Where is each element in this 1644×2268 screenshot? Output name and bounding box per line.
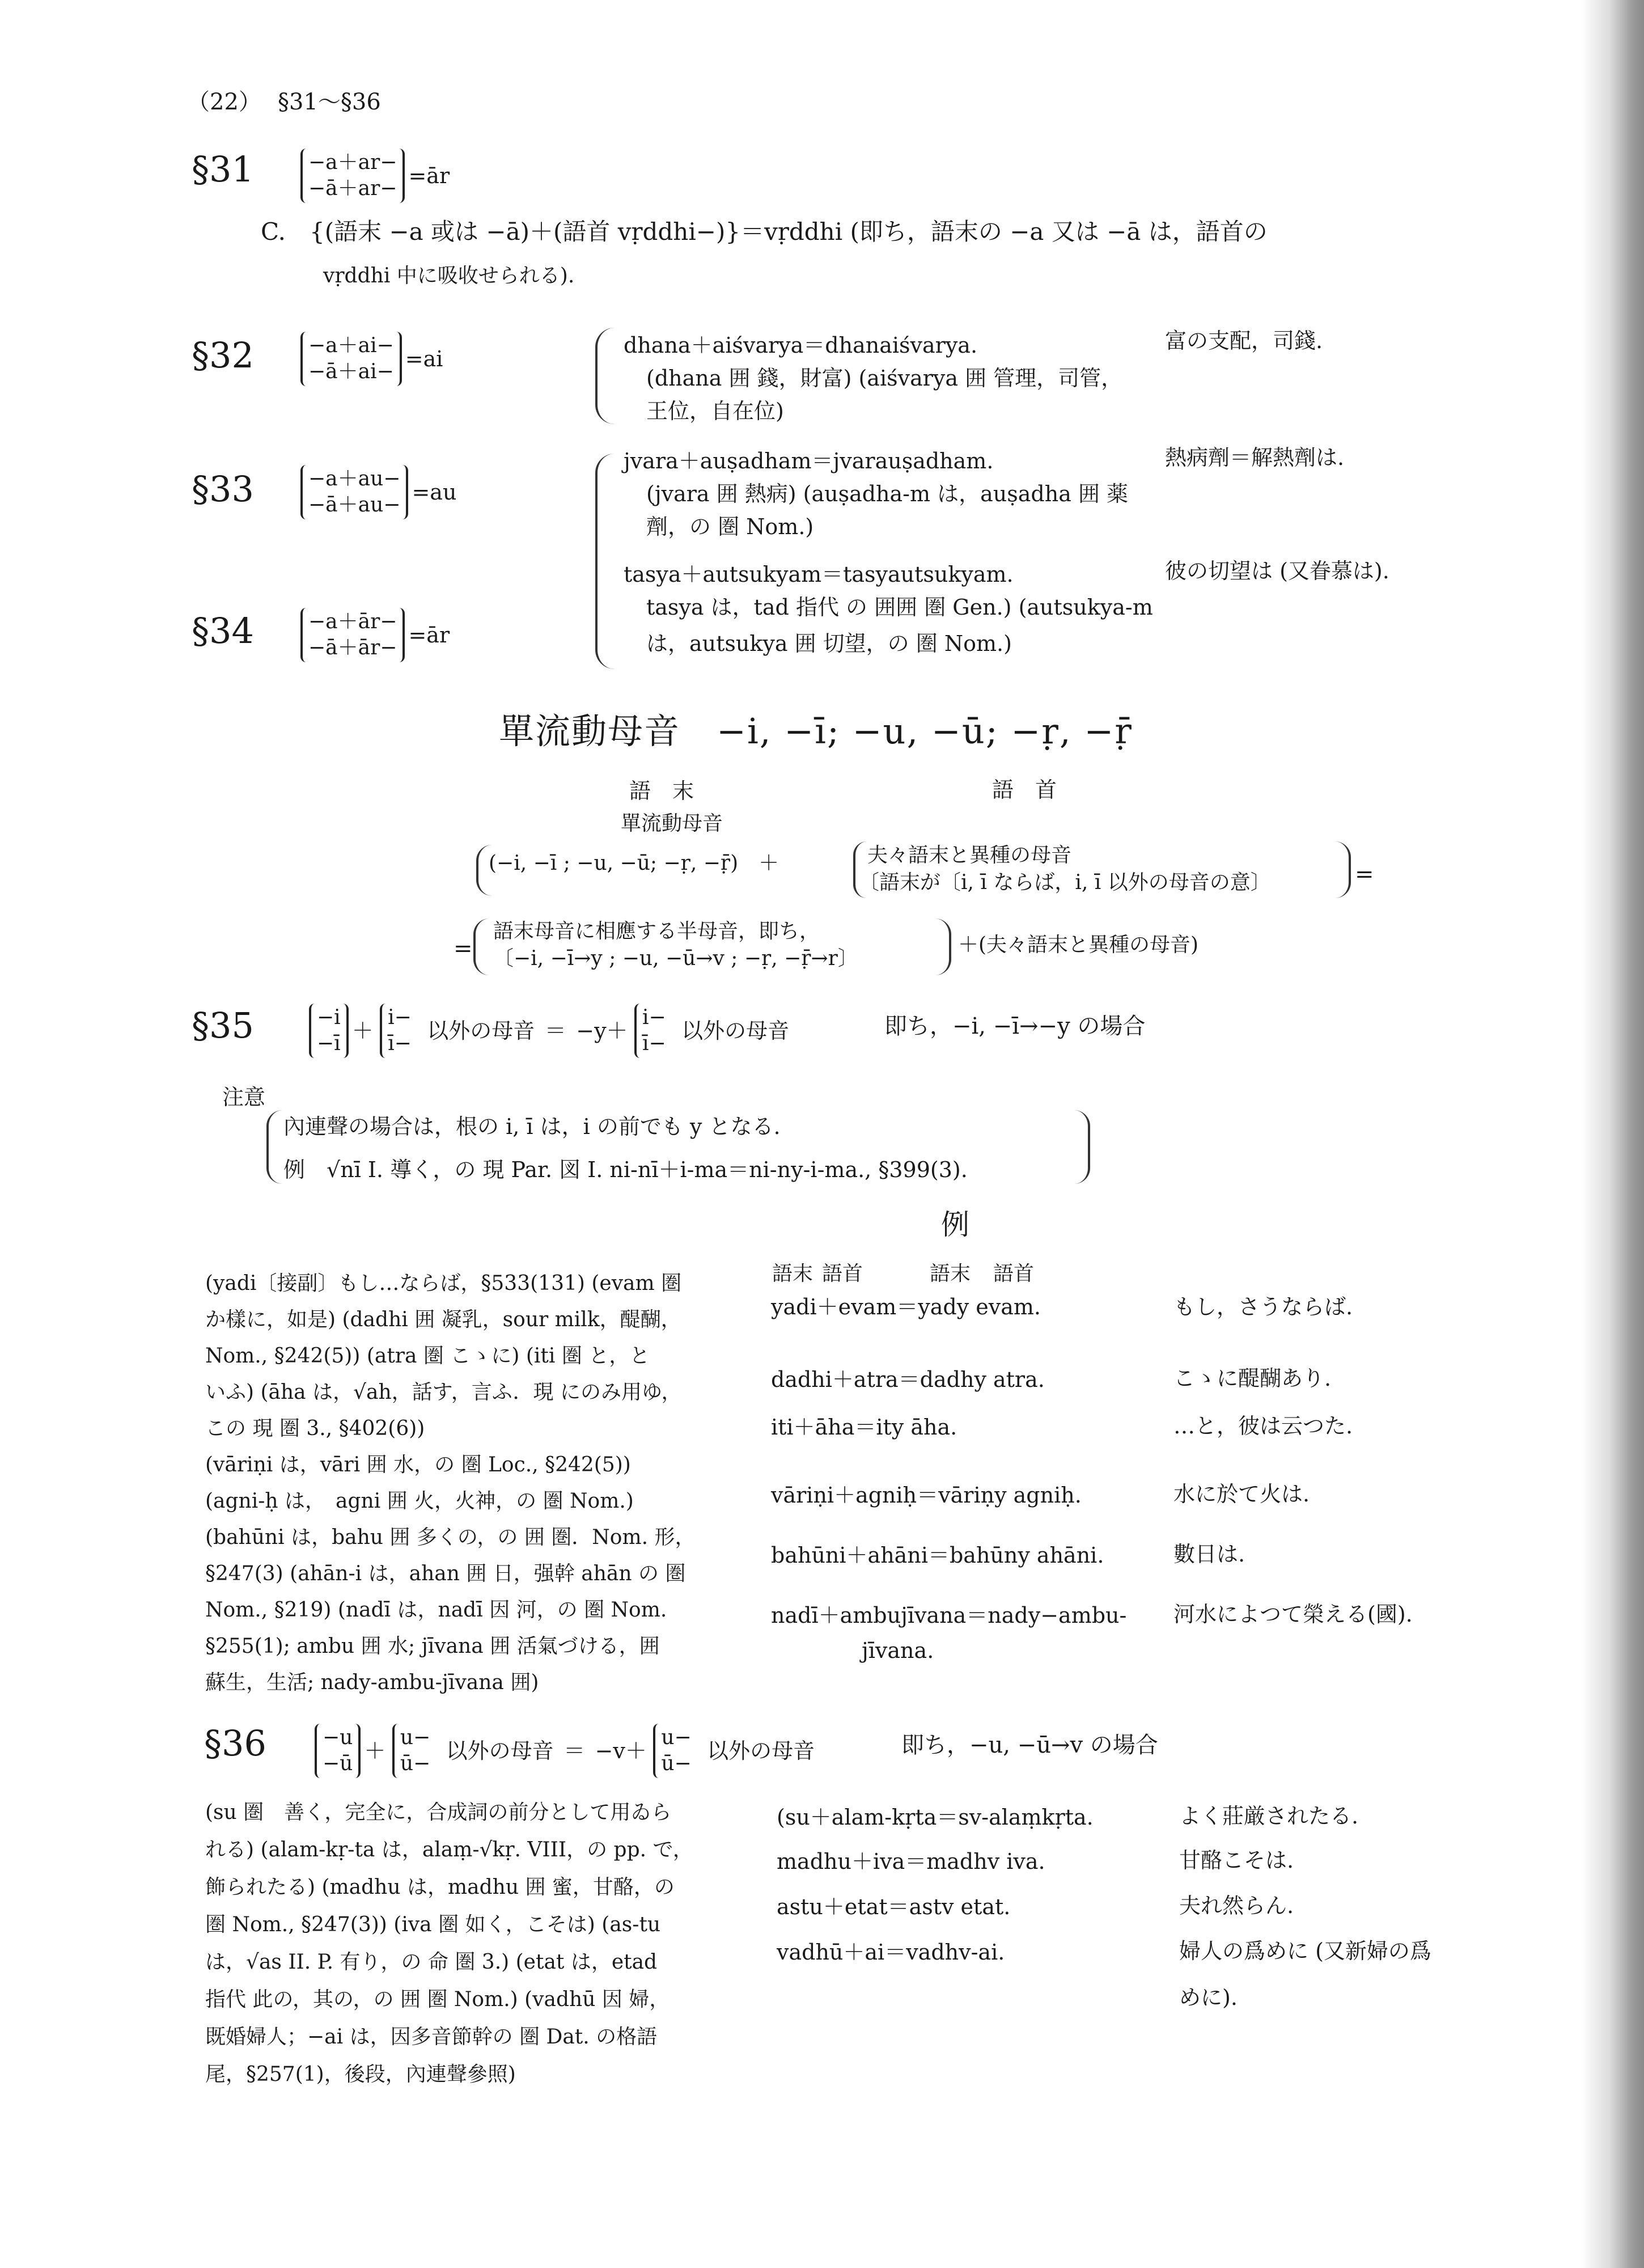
rule-rhs-prefix: −y＋: [576, 1018, 628, 1043]
bracket: [1335, 841, 1351, 898]
note-line: 既婚婦人；−ai は，因多音節幹の 圏 Dat. の格語: [205, 2025, 658, 2049]
rule-other-vowel: 以外の母音: [681, 1018, 790, 1043]
section-range: §31〜§36: [278, 89, 381, 115]
note-line: (yadi〔接副〕もし…ならば，§533(131) (evam 圏: [205, 1272, 682, 1295]
column-label-end: 語 末: [629, 778, 694, 803]
note-line: (agni-ḥ は， agni 囲 火，火神，の 圏 Nom.): [205, 1490, 634, 1513]
meaning-33: 熱病劑＝解熱劑は.: [1165, 445, 1345, 470]
example-formula: iti＋āha＝ity āha.: [771, 1415, 957, 1440]
example-formula: (su＋alam-kṛta＝sv-alaṃkṛta.: [777, 1805, 1094, 1830]
example-formula: astu＋etat＝astv etat.: [777, 1894, 1011, 1919]
rule-other-vowel: 以外の母音: [707, 1738, 815, 1763]
rule-result: =ār: [408, 163, 450, 188]
rule-equals: ＝: [544, 1018, 566, 1043]
brace: [266, 1110, 282, 1184]
notes-35: [205, 1266, 695, 1701]
note-line1: 內連聲の場合は，根の i, ī は，i の前でも y となる.: [283, 1114, 781, 1139]
note-line: §247(3) (ahān-i は，ahan 囲 日，强幹 ahān の 圏: [205, 1562, 686, 1585]
note-line: (vāriṇi は，vāri 囲 水，の 圏 Loc., §242(5)): [205, 1453, 631, 1476]
meaning-34: 彼の切望は (又眷慕は).: [1165, 558, 1389, 583]
note-line: 飾られたる) (madhu は，madhu 囲 蜜，甘酪，の: [205, 1876, 675, 1899]
note-line: 圏 Nom., §247(3)) (iva 圏 如く，こそは) (as-tu: [205, 1913, 661, 1936]
note-line: いふ) (āha は，√ah，話す，言ふ．現 にのみ用ゆ，: [205, 1381, 682, 1404]
note-line: 指代 此の，其の，の 囲 圏 Nom.) (vadhū 因 婦，: [205, 1988, 670, 2011]
example-33-line1: jvara＋auṣadham＝jvarauṣadham.: [624, 448, 994, 473]
general-row1-eq: =: [1355, 861, 1374, 887]
section-label-31: §31: [192, 149, 254, 190]
example-32-line3: 王位，自在位): [646, 399, 784, 424]
rule-lhs-b: −ū: [323, 1752, 353, 1775]
example-34-line1: tasya＋autsukyam＝tasyautsukyam.: [624, 562, 1014, 587]
rule-lhs-b: −ī: [317, 1032, 341, 1055]
rule-formula-35: [309, 1004, 789, 1058]
rule-row: −a＋ar−: [308, 151, 397, 174]
general-row1-right-b: 〔語末が〔i, ī ならば，i, ī 以外の母音の意〕: [859, 871, 1271, 894]
note-line: この 現 圏 3., §402(6)): [205, 1417, 425, 1440]
note-line: §255(1); ambu 囲 水; jīvana 囲 活氣づける，囲: [205, 1635, 660, 1658]
rule-result: =ai: [405, 346, 443, 371]
example-33-line2: (jvara 囲 熱病) (auṣadha-m は，auṣadha 囲 薬: [646, 481, 1129, 506]
example-meaning-continuation: めに).: [1179, 1985, 1238, 2010]
rule-plus: ＋: [351, 1018, 374, 1043]
section-label-32: §32: [192, 335, 254, 376]
rule-lhs-a: −u: [323, 1726, 353, 1749]
example-meaning: よく莊厳されたる.: [1179, 1804, 1359, 1829]
rule-mid-a: u−: [400, 1726, 431, 1749]
general-row1-right-a: 夫々語末と異種の母音: [867, 844, 1072, 867]
note-line: か樣に，如是) (dadhi 囲 凝乳，sour milk，醍醐，: [205, 1308, 681, 1331]
brace: [595, 328, 615, 424]
rule-row: −a＋ai−: [308, 334, 394, 357]
example-formula: bahūni＋ahāni＝bahūny ahāni.: [771, 1543, 1104, 1568]
rule-row: −ā＋au−: [308, 493, 401, 517]
example-33-line3: 劑，の 圏 Nom.): [646, 514, 814, 539]
note-line: 尾，§257(1)，後段，內連聲參照): [205, 2063, 516, 2086]
rule-row: −ā＋ar−: [308, 177, 397, 200]
ex-header-start-1: 語首: [822, 1262, 863, 1285]
note-line: は，√as II. P. 有り，の 命 圏 3.) (etat は，etad: [205, 1950, 658, 1974]
notes-36: [205, 1794, 693, 2093]
meaning-32: 富の支配，司錢.: [1165, 328, 1323, 353]
example-meaning: こゝに醍醐あり.: [1173, 1366, 1332, 1391]
ex-header-end-2: 語末: [930, 1262, 971, 1285]
rule-rhs-a: i−: [642, 1006, 666, 1029]
general-row2-b: 〔−i, −ī→y ; −u, −ū→v ; −ṛ, −ṝ→r〕: [493, 947, 858, 970]
brace: [595, 454, 615, 669]
rule-row: −a＋au−: [308, 467, 401, 490]
example-formula: madhu＋iva＝madhv iva.: [777, 1849, 1045, 1874]
rule-formula-36: [315, 1724, 815, 1778]
section-label-35: §35: [192, 1005, 254, 1046]
note-label: 注意: [222, 1085, 266, 1110]
example-formula: nadī＋ambujīvana＝nady−ambu-: [771, 1603, 1127, 1628]
rule-row: −ā＋ār−: [308, 636, 397, 659]
rule-row: −ā＋ai−: [308, 360, 394, 383]
rule-result: =au: [412, 480, 457, 505]
note-line: (su 圏 善く，完全に，合成詞の前分として用ゐら: [205, 1801, 672, 1824]
rule-mid-b: ū−: [400, 1752, 431, 1775]
section-label-33: §33: [192, 468, 254, 510]
rule-mid-a: i−: [388, 1006, 412, 1029]
note-line: Nom., §219) (nadī は，nadī 因 河，の 圏 Nom.: [205, 1598, 667, 1622]
page-edge-shadow: [1582, 0, 1644, 2268]
example-meaning: もし，さうならば.: [1173, 1294, 1353, 1319]
column-sublabel: 單流動母音: [621, 812, 723, 835]
rule-plus: ＋: [364, 1738, 386, 1763]
example-meaning: 夫れ然らん.: [1179, 1893, 1294, 1918]
note-line: れる) (alam-kṛ-ta は，alaṃ-√kṛ. VIII，の pp. で，: [205, 1838, 693, 1861]
page-number: （22）: [187, 89, 261, 115]
example-formula: vāriṇi＋agniḥ＝vāriṇy agniḥ.: [771, 1483, 1082, 1508]
rule-rhs-b: ū−: [661, 1752, 692, 1775]
rule-row: −a＋ār−: [308, 610, 397, 633]
brace: [1074, 1110, 1090, 1184]
rule-35-tail: 即ち，−i, −ī→−y の場合: [884, 1013, 1146, 1039]
section-heading: 單流動母音 −i, −ī; −u, −ū; −ṛ, −ṝ: [499, 710, 1133, 752]
rule-other-vowel: 以外の母音: [446, 1738, 554, 1763]
rule-36-tail: 即ち，−u, −ū→v の場合: [901, 1732, 1158, 1758]
example-meaning: 河水によつて榮える(國).: [1173, 1602, 1413, 1627]
rule-formula-33: [300, 465, 456, 519]
rule-rhs-prefix: −v＋: [595, 1738, 647, 1763]
bracket: [935, 919, 951, 975]
example-32-line1: dhana＋aiśvarya＝dhanaiśvarya.: [624, 333, 978, 358]
rule-formula-34: [300, 608, 450, 662]
rule-mid-b: ī−: [388, 1032, 412, 1055]
example-meaning: 甘酪こそは.: [1179, 1848, 1294, 1873]
rule-result: =ār: [408, 623, 450, 648]
section-label-36: §36: [204, 1723, 266, 1764]
note-c-line1: C. {(語末 −a 或は −ā)＋(語首 vṛddhi−)}＝vṛddhi (即ち，語末の −a 又は −ā は，語首の: [261, 218, 1268, 246]
example-meaning: 數日は.: [1173, 1542, 1245, 1567]
example-meaning: …と，彼は云つた.: [1173, 1414, 1353, 1438]
rule-equals: ＝: [563, 1738, 586, 1763]
note-c-line2: vṛddhi 中に吸收せられる).: [323, 264, 575, 287]
rule-rhs-a: u−: [661, 1726, 692, 1749]
ex-header-end-1: 語末: [772, 1262, 813, 1285]
note-line: (bahūni は，bahu 囲 多くの，の 囲 圏．Nom. 形，: [205, 1526, 696, 1549]
general-row2-suffix: ＋(夫々語末と異種の母音): [958, 933, 1199, 957]
rule-other-vowel: 以外の母音: [427, 1018, 535, 1043]
example-meaning: 水に於て火は.: [1173, 1482, 1310, 1507]
note-line2: 例 √nī I. 導く，の 現 Par. 図 I. ni-nī＋i-ma＝ni-ny-i-ma., §399(3).: [283, 1157, 968, 1182]
example-32-line2: (dhana 囲 錢，財富) (aiśvarya 囲 管理，司管，: [646, 366, 1123, 391]
general-row2-prefix: =: [454, 936, 473, 962]
example-formula-continuation: jīvana.: [862, 1638, 934, 1663]
example-34-line3: は，autsukya 囲 切望，の 圏 Nom.): [646, 631, 1012, 656]
bracket: [473, 919, 489, 975]
note-line: Nom., §242(5)) (atra 圏 こゝに) (iti 圏 と，と: [205, 1344, 650, 1368]
example-formula: dadhi＋atra＝dadhy atra.: [771, 1367, 1045, 1392]
example-formula: yadi＋evam＝yady evam.: [771, 1294, 1041, 1319]
example-meaning: 婦人の爲めに (又新婦の爲: [1179, 1939, 1431, 1964]
note-line: 蘇生，生活; nady-ambu-jīvana 囲): [205, 1671, 539, 1694]
section-label-34: §34: [192, 610, 254, 651]
ex-header-start-2: 語首: [993, 1262, 1035, 1285]
general-row1-left: (−i, −ī ; −u, −ū; −ṛ, −ṝ) ＋: [489, 852, 779, 875]
general-row2-a: 語末母音に相應する半母音，即ち，: [493, 920, 820, 943]
column-label-start: 語 首: [992, 777, 1057, 802]
rule-rhs-b: ī−: [642, 1032, 666, 1055]
examples-heading: 例: [941, 1208, 969, 1241]
rule-formula-32: [300, 332, 443, 386]
rule-lhs-a: −i: [317, 1006, 341, 1029]
example-34-line2: tasya は，tad 指代 の 囲囲 圏 Gen.) (autsukya-m: [646, 595, 1153, 620]
example-formula: vadhū＋ai＝vadhv-ai.: [777, 1940, 1005, 1965]
rule-formula-31: [300, 149, 450, 203]
